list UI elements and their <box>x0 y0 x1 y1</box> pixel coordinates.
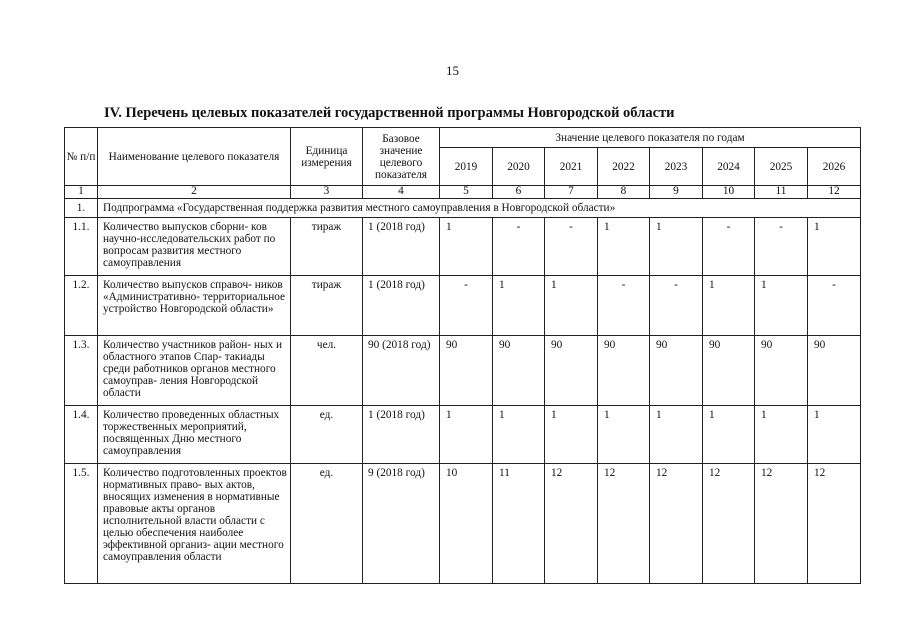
year-value: - <box>598 276 650 336</box>
table-row <box>65 218 861 276</box>
indicator-unit: тираж <box>291 218 363 276</box>
year-value: 90 <box>650 336 703 406</box>
indicator-name: Количество проведенных областных торжественных мероприятий, посвященных Дню местного самоуправления <box>98 406 291 464</box>
indicator-name: Количество выпусков сборни- ков научно-исследовательских работ по вопросам развития местного самоуправления <box>98 218 291 276</box>
page-title: IV. Перечень целевых показателей государственной программы Новгородской области <box>104 105 675 121</box>
indicator-base: 1 (2018 год) <box>363 276 440 336</box>
column-number: 11 <box>755 186 808 199</box>
header-year: 2024 <box>703 148 755 186</box>
row-num: 1.1. <box>65 218 98 276</box>
column-number: 9 <box>650 186 703 199</box>
column-number: 2 <box>98 186 291 199</box>
year-value: 1 <box>650 218 703 276</box>
header-years-group: Значение целевого показателя по годам <box>440 128 861 148</box>
indicator-name: Количество выпусков справоч- ников «Административно- территориальное устройство Новгородской области» <box>98 276 291 336</box>
year-value: 90 <box>440 336 493 406</box>
year-value: 1 <box>808 406 861 464</box>
year-value: 1 <box>440 406 493 464</box>
indicator-base: 90 (2018 год) <box>363 336 440 406</box>
year-value: 1 <box>703 406 755 464</box>
indicator-base: 9 (2018 год) <box>363 464 440 584</box>
year-value: 1 <box>755 276 808 336</box>
indicator-unit: чел. <box>291 336 363 406</box>
year-value: 12 <box>598 464 650 584</box>
year-value: 12 <box>545 464 598 584</box>
indicator-unit: ед. <box>291 464 363 584</box>
header-year: 2025 <box>755 148 808 186</box>
subprogram-num: 1. <box>65 199 98 218</box>
year-value: 10 <box>440 464 493 584</box>
header-base: Базовое значение целевого показателя <box>363 128 440 186</box>
year-value: 1 <box>808 218 861 276</box>
year-value: 1 <box>703 276 755 336</box>
column-number: 12 <box>808 186 861 199</box>
column-number: 4 <box>363 186 440 199</box>
indicators-table <box>64 127 861 584</box>
column-number: 10 <box>703 186 755 199</box>
year-value: - <box>703 218 755 276</box>
year-value: 1 <box>650 406 703 464</box>
year-value: 90 <box>755 336 808 406</box>
indicator-unit: тираж <box>291 276 363 336</box>
indicator-name: Количество подготовленных проектов нормативных право- вых актов, вносящих изменения в нормативные правовые акты органов исполнительной власти области с целью обеспечения наиболее эффективной организ- ации местного самоуправления области <box>98 464 291 584</box>
column-number: 8 <box>598 186 650 199</box>
year-value: 90 <box>808 336 861 406</box>
year-value: 1 <box>440 218 493 276</box>
table-row <box>65 336 861 406</box>
year-value: 90 <box>598 336 650 406</box>
year-value: - <box>650 276 703 336</box>
subprogram-row <box>65 199 861 218</box>
indicator-base: 1 (2018 год) <box>363 406 440 464</box>
year-value: 90 <box>493 336 545 406</box>
year-value: 1 <box>598 218 650 276</box>
indicator-name: Количество участников район- ных и областного этапов Спар- такиады среди работников органов местного самоуправ- ления Новгородской области <box>98 336 291 406</box>
header-unit: Единица измерения <box>291 128 363 186</box>
subprogram-name: Подпрограмма «Государственная поддержка развития местного самоуправления в Новгородской области» <box>98 199 861 218</box>
header-num: № п/п <box>65 128 98 186</box>
year-value: 1 <box>493 276 545 336</box>
table-row <box>65 464 861 584</box>
column-number: 3 <box>291 186 363 199</box>
column-number: 5 <box>440 186 493 199</box>
year-value: - <box>545 218 598 276</box>
year-value: 1 <box>493 406 545 464</box>
table-row <box>65 276 861 336</box>
row-num: 1.3. <box>65 336 98 406</box>
year-value: - <box>755 218 808 276</box>
column-number: 7 <box>545 186 598 199</box>
header-year: 2020 <box>493 148 545 186</box>
year-value: 12 <box>703 464 755 584</box>
indicator-unit: ед. <box>291 406 363 464</box>
page-number: 15 <box>446 63 459 78</box>
year-value: 12 <box>808 464 861 584</box>
year-value: 1 <box>755 406 808 464</box>
year-value: 1 <box>598 406 650 464</box>
header-year: 2023 <box>650 148 703 186</box>
header-year: 2022 <box>598 148 650 186</box>
header-year: 2026 <box>808 148 861 186</box>
year-value: 90 <box>545 336 598 406</box>
table-row <box>65 406 861 464</box>
year-value: 1 <box>545 276 598 336</box>
year-value: 1 <box>545 406 598 464</box>
indicator-base: 1 (2018 год) <box>363 218 440 276</box>
column-number: 1 <box>65 186 98 199</box>
row-num: 1.5. <box>65 464 98 584</box>
header-year: 2021 <box>545 148 598 186</box>
row-num: 1.4. <box>65 406 98 464</box>
year-value: 90 <box>703 336 755 406</box>
header-year: 2019 <box>440 148 493 186</box>
year-value: 11 <box>493 464 545 584</box>
column-number: 6 <box>493 186 545 199</box>
year-value: - <box>808 276 861 336</box>
year-value: - <box>493 218 545 276</box>
year-value: - <box>440 276 493 336</box>
year-value: 12 <box>650 464 703 584</box>
header-name: Наименование целевого показателя <box>98 128 291 186</box>
year-value: 12 <box>755 464 808 584</box>
row-num: 1.2. <box>65 276 98 336</box>
